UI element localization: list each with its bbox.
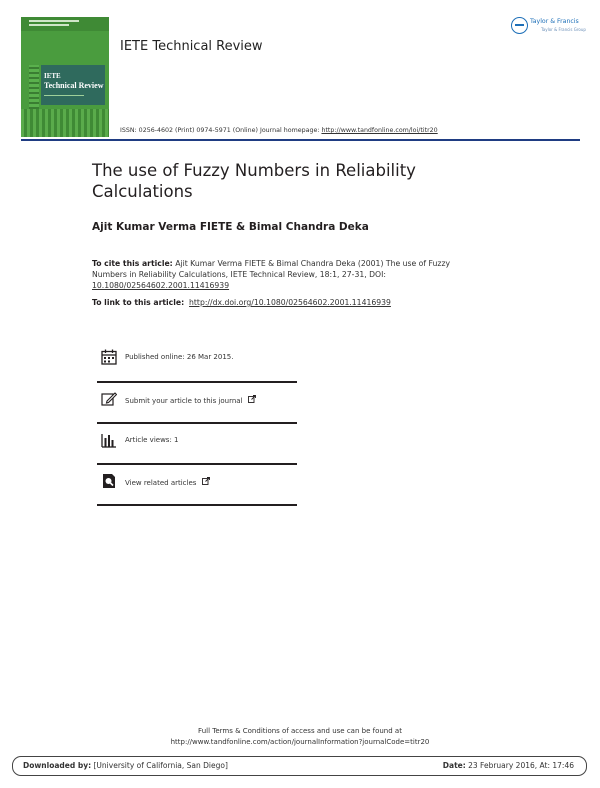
calendar-icon — [101, 349, 117, 365]
download-info-bar — [12, 756, 587, 776]
submit-article-label: Submit your article to this journal — [125, 397, 243, 405]
terms-line-1: Full Terms & Conditions of access and use can be found at — [198, 727, 402, 735]
download-date — [443, 761, 574, 770]
downloaded-value: [University of California, San Diego] — [91, 761, 228, 770]
external-link-icon — [248, 395, 256, 403]
date-label: Date: — [442, 761, 466, 770]
link-label: To link to this article: — [92, 298, 185, 307]
logo-subtitle: Taylor & Francis Group — [541, 27, 586, 32]
journal-cover-image — [21, 17, 109, 137]
article-authors: Ajit Kumar Verma FIETE & Bimal Chandra Deka — [92, 221, 369, 233]
submit-article-row[interactable] — [97, 383, 297, 423]
downloaded-label: Downloaded by: — [23, 761, 92, 770]
edit-icon — [101, 391, 117, 407]
header-divider — [21, 139, 580, 141]
cover-pattern — [29, 65, 39, 109]
cover-stripes — [21, 109, 109, 137]
published-row — [97, 341, 297, 381]
citation-block — [92, 258, 487, 291]
published-date: Published online: 26 Mar 2015. — [125, 353, 234, 361]
terms-url-link[interactable]: http://www.tandfonline.com/action/journalInformation?journalCode=titr20 — [170, 738, 430, 746]
cover-title-line1: IETE — [44, 72, 61, 80]
cover-title-line2: Technical Review — [44, 81, 104, 90]
issn-text: ISSN: 0256-4602 (Print) 0974-5971 (Online) Journal homepage: — [120, 127, 322, 134]
cite-text: Ajit Kumar Verma FIETE & Bimal Chandra Deka (2001) The use of Fuzzy Numbers in Reliability Calculations, IETE Technical Review, 18:1, 27-31, DOI: — [92, 259, 451, 279]
cite-doi-link[interactable]: 10.1080/02564602.2001.11416939 — [92, 281, 230, 290]
logo-name: Taylor & Francis — [530, 18, 579, 25]
article-views: Article views: 1 — [125, 436, 179, 444]
logo-globe-icon — [511, 17, 528, 34]
related-articles-label: View related articles — [125, 479, 197, 487]
search-document-icon — [101, 473, 117, 489]
issn-line — [120, 127, 438, 134]
publisher-logo — [511, 16, 586, 38]
article-doi-link[interactable]: http://dx.doi.org/10.1080/02564602.2001.11416939 — [189, 298, 391, 307]
journal-homepage-link[interactable]: http://www.tandfonline.com/loi/titr20 — [321, 127, 438, 134]
article-views-row — [97, 424, 297, 464]
link-line — [92, 298, 391, 307]
submit-article-link[interactable] — [125, 395, 256, 405]
cover-title-box — [41, 65, 105, 105]
external-link-icon — [202, 477, 210, 485]
journal-name: IETE Technical Review — [120, 39, 263, 54]
info-divider-4 — [97, 504, 297, 506]
downloaded-by — [23, 761, 228, 770]
date-value: 23 February 2016, At: 17:46 — [465, 761, 574, 770]
related-articles-row[interactable] — [97, 465, 297, 505]
related-articles-link[interactable] — [125, 477, 210, 487]
article-title: The use of Fuzzy Numbers in Reliability Calculations — [92, 161, 416, 201]
bar-chart-icon — [101, 432, 117, 448]
cover-top-strip — [21, 17, 109, 31]
cite-label: To cite this article: — [92, 259, 173, 268]
